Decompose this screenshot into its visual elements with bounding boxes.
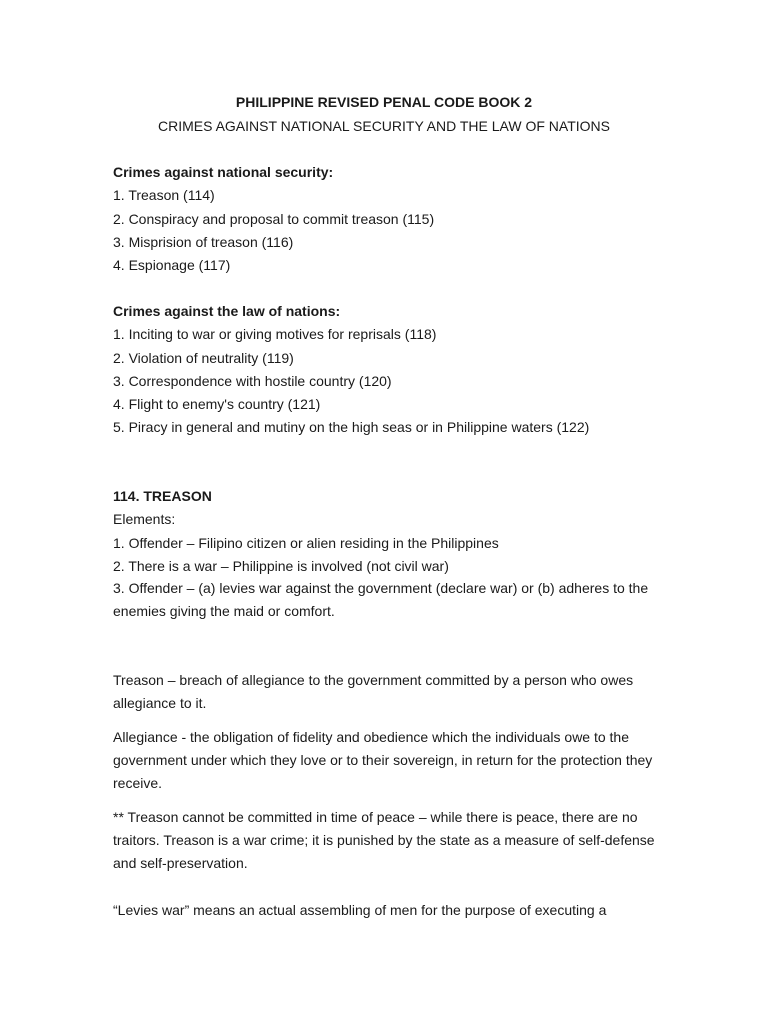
list-item: 2. Violation of neutrality (119) [113, 349, 294, 366]
list-item: 1. Inciting to war or giving motives for reprisals (118) [113, 326, 437, 343]
document-subtitle: CRIMES AGAINST NATIONAL SECURITY AND THE LAW OF NATIONS [158, 118, 610, 134]
paragraph: “Levies war” means an actual assembling of men for the purpose of executing a [113, 902, 607, 918]
list-item: 1. Treason (114) [113, 187, 215, 204]
treason-section [113, 485, 673, 578]
list-item: 2. Conspiracy and proposal to commit treason (115) [113, 210, 435, 227]
list-item: 3. Misprision of treason (116) [113, 233, 294, 250]
paragraph: ** Treason cannot be committed in time of peace – while there is peace, there are no traitors. Treason is a war crime; it is punished by the state as a measure of self-defense and self-preservation. [113, 809, 655, 871]
list-item: 3. Offender – (a) levies war against the government (declare war) or (b) adheres to the enemies giving the maid or comfort. [113, 580, 649, 619]
elements-label: Elements: [113, 511, 176, 528]
list-item: 5. Piracy in general and mutiny on the high seas or in Philippine waters (122) [113, 419, 590, 436]
paragraph: Treason – breach of allegiance to the government committed by a person who owes allegiance to it. [113, 672, 634, 711]
section-heading: Crimes against national security: [113, 164, 334, 180]
section-heading: 114. TREASON [113, 488, 212, 504]
law-of-nations-section [113, 300, 673, 440]
paragraph: Allegiance - the obligation of fidelity and obedience which the individuals owe to the government under which they love or to their sovereign, in return for the protection they receive. [113, 729, 653, 791]
list-item: 4. Espionage (117) [113, 257, 231, 274]
section-heading: Crimes against the law of nations: [113, 303, 341, 319]
national-security-section [113, 161, 673, 277]
list-item: 3. Correspondence with hostile country (120) [113, 372, 392, 389]
list-item: 4. Flight to enemy's country (121) [113, 396, 321, 413]
document-title: PHILIPPINE REVISED PENAL CODE BOOK 2 [235, 94, 533, 110]
list-item: 2. There is a war – Philippine is involved (not civil war) [113, 557, 449, 574]
list-item: 1. Offender – Filipino citizen or alien residing in the Philippines [113, 534, 499, 551]
